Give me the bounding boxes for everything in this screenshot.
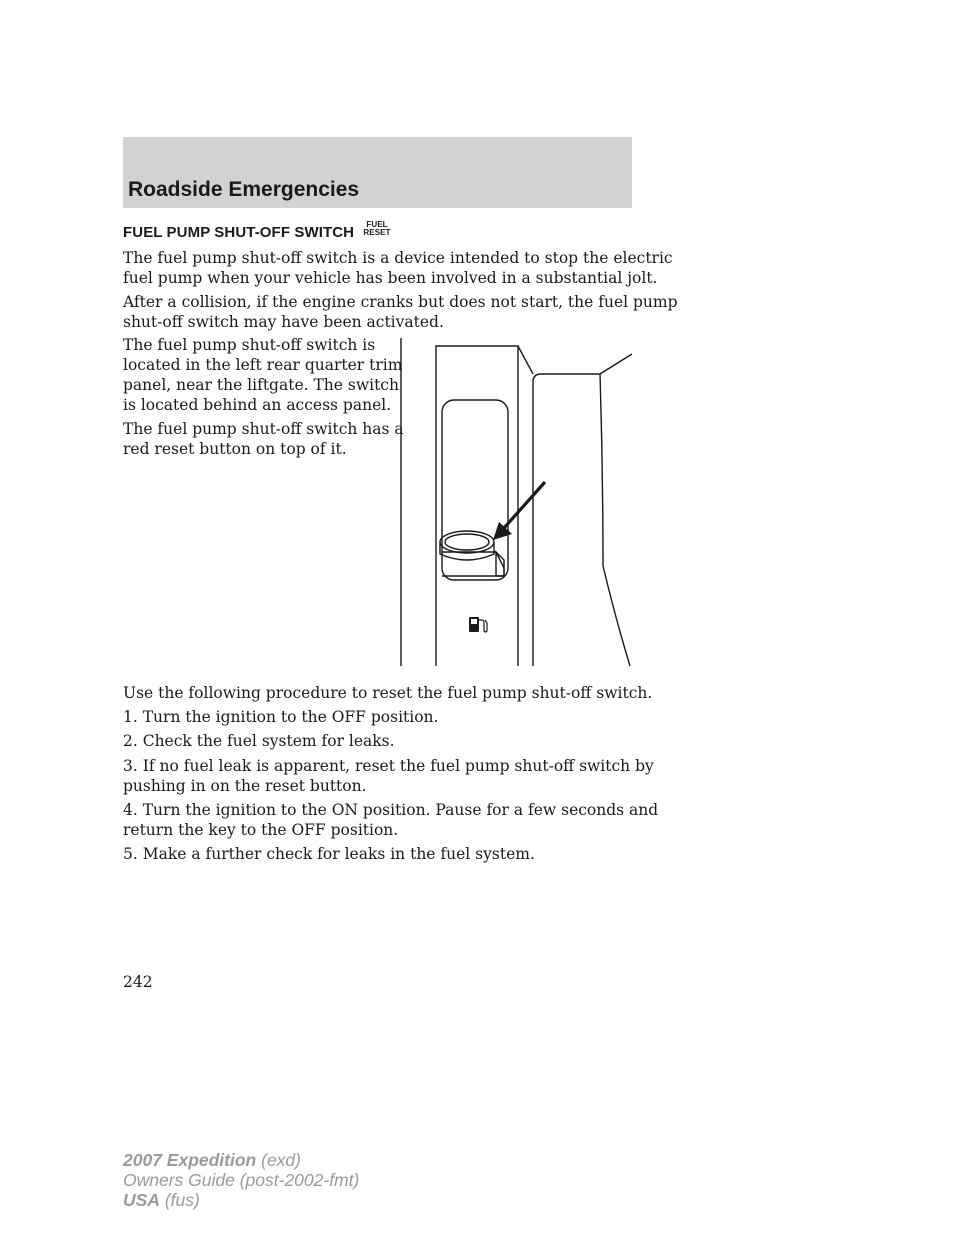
- paragraph-location: [123, 335, 402, 415]
- paragraph-line: The fuel pump shut-off switch has a: [123, 420, 404, 438]
- paragraph-line: shut-off switch may have been activated.: [123, 313, 444, 331]
- footer-line-1: [123, 1150, 359, 1170]
- fuel-reset-icon-line1: FUEL: [366, 220, 388, 229]
- illustration-pillar-curve: [600, 374, 630, 666]
- illustration-panel-corner: [518, 346, 533, 374]
- footer-model-code: (exd): [261, 1150, 301, 1170]
- procedure-step-4: [123, 800, 658, 840]
- paragraph-line: fuel pump when your vehicle has been involved in a substantial jolt.: [123, 269, 658, 287]
- paragraph-intro: [123, 248, 673, 288]
- illustration-reset-button-rim: [440, 542, 494, 560]
- paragraph-collision: [123, 292, 678, 332]
- section-title: Roadside Emergencies: [128, 178, 360, 201]
- fuel-pump-icon: [469, 617, 487, 632]
- procedure-step-3: [123, 756, 654, 796]
- illustration-arrow-head: [493, 522, 512, 540]
- paragraph-line: 4. Turn the ignition to the ON position. Pause for a few seconds and: [123, 801, 659, 819]
- paragraph-line: return the key to the OFF position.: [123, 821, 399, 839]
- page-number: 242: [123, 973, 153, 991]
- document-footer: [123, 1150, 359, 1210]
- fuel-reset-icon: [363, 221, 390, 237]
- footer-market: USA: [123, 1190, 160, 1210]
- paragraph-line: pushing in on the reset button.: [123, 777, 367, 795]
- paragraph-line: The fuel pump shut-off switch is a device intended to stop the electric: [123, 249, 673, 267]
- section-heading: [123, 220, 391, 241]
- paragraph-line: 3. If no fuel leak is apparent, reset the fuel pump shut-off switch by: [123, 757, 654, 775]
- paragraph-line: is located behind an access panel.: [123, 396, 392, 414]
- illustration-reset-button-inner: [445, 534, 489, 550]
- procedure-step-2: 2. Check the fuel system for leaks.: [123, 732, 395, 750]
- paragraph-line: The fuel pump shut-off switch is: [123, 336, 376, 354]
- paragraph-line: red reset button on top of it.: [123, 440, 347, 458]
- footer-model: 2007 Expedition: [123, 1150, 257, 1170]
- fuel-pump-switch-illustration: [400, 330, 632, 666]
- heading-title: FUEL PUMP SHUT-OFF SWITCH: [123, 224, 355, 241]
- footer-line-2: Owners Guide (post-2002-fmt): [123, 1170, 360, 1190]
- footer-market-code: (fus): [164, 1190, 200, 1210]
- fuel-reset-icon-line2: RESET: [363, 228, 391, 237]
- footer-line-3: [123, 1190, 359, 1210]
- procedure-intro: Use the following procedure to reset the fuel pump shut-off switch.: [123, 684, 653, 702]
- section-header-band: [123, 137, 632, 208]
- paragraph-line: located in the left rear quarter trim: [123, 356, 403, 374]
- illustration-arrow-shaft: [504, 482, 545, 528]
- procedure-step-5: 5. Make a further check for leaks in the fuel system.: [123, 845, 535, 863]
- paragraph-line: After a collision, if the engine cranks but does not start, the fuel pump: [123, 293, 678, 311]
- procedure-step-1: 1. Turn the ignition to the OFF position.: [123, 708, 439, 726]
- paragraph-reset-button: [123, 419, 404, 459]
- paragraph-line: panel, near the liftgate. The switch: [123, 376, 399, 394]
- illustration-switch-body: [442, 552, 504, 576]
